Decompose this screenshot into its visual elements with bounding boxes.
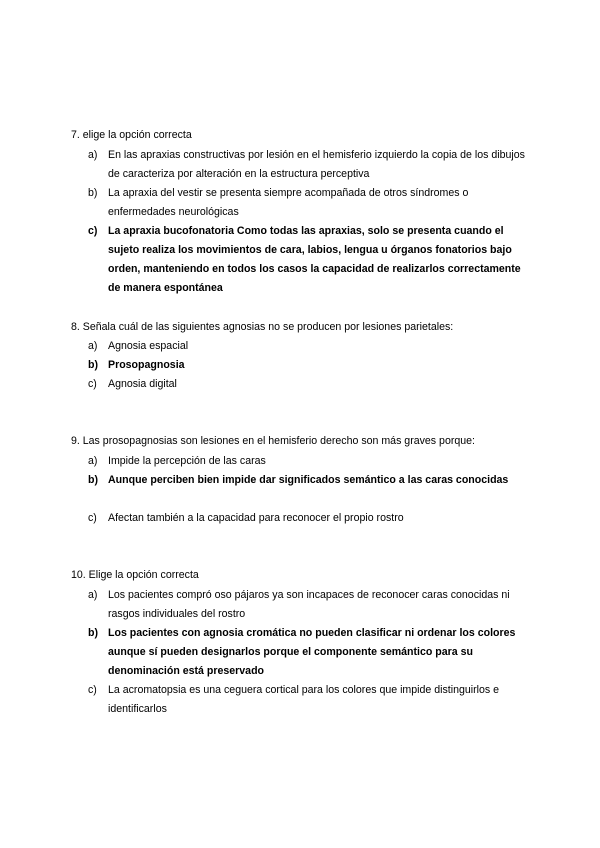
option-text: Agnosia espacial: [108, 340, 189, 352]
option-letter: b): [88, 474, 98, 486]
question-title: 10. Elige la opción correcta: [71, 569, 199, 581]
option-text: En las apraxias constructivas por lesión en el hemisferio izquierdo la copia de los dibujos de caracteriza por alteración en la estructura perceptiva: [108, 149, 525, 180]
option-letter: b): [88, 187, 98, 199]
option-text: Los pacientes con agnosia cromática no pueden clasificar ni ordenar los colores aunque sí pueden designarlos porque el componente semántico para su denominación está preservado: [108, 627, 516, 677]
question-title: 8. Señala cuál de las siguientes agnosias no se producen por lesiones parietales:: [71, 321, 454, 333]
option-letter: a): [88, 455, 98, 467]
option-letter: c): [88, 684, 97, 696]
option-letter: a): [88, 589, 98, 601]
option-letter: a): [88, 340, 98, 352]
option-text: La apraxia bucofonatoria Como todas las apraxias, solo se presenta cuando el sujeto realiza los movimientos de cara, labios, lengua u órganos fonatorios bajo orden, manteniendo en todos los casos la capacidad de realizarlos correctamente de manera espontánea: [108, 225, 521, 294]
option-letter: c): [88, 512, 97, 524]
question-title: 9. Las prosopagnosias son lesiones en el hemisferio derecho son más graves porque:: [71, 435, 475, 447]
option-letter: b): [88, 627, 98, 639]
option-text: La apraxia del vestir se presenta siempre acompañada de otros síndromes o enfermedades neurológicas: [108, 187, 469, 218]
option-text: Prosopagnosia: [108, 359, 185, 371]
option-letter: c): [88, 378, 97, 390]
question-title: 7. elige la opción correcta: [71, 129, 192, 141]
option-text: Aunque perciben bien impide dar significados semántico a las caras conocidas: [108, 474, 509, 486]
option-letter: b): [88, 359, 98, 371]
option-text: La acromatopsia es una ceguera cortical para los colores que impide distinguirlos e identificarlos: [108, 684, 500, 715]
option-text: Impide la percepción de las caras: [108, 455, 266, 467]
option-text: Agnosia digital: [108, 378, 177, 390]
option-letter: c): [88, 225, 98, 237]
option-letter: a): [88, 149, 98, 161]
option-text: Los pacientes compró oso pájaros ya son incapaces de reconocer caras conocidas ni rasgos individuales del rostro: [108, 589, 510, 620]
option-text: Afectan también a la capacidad para reconocer el propio rostro: [108, 512, 404, 524]
